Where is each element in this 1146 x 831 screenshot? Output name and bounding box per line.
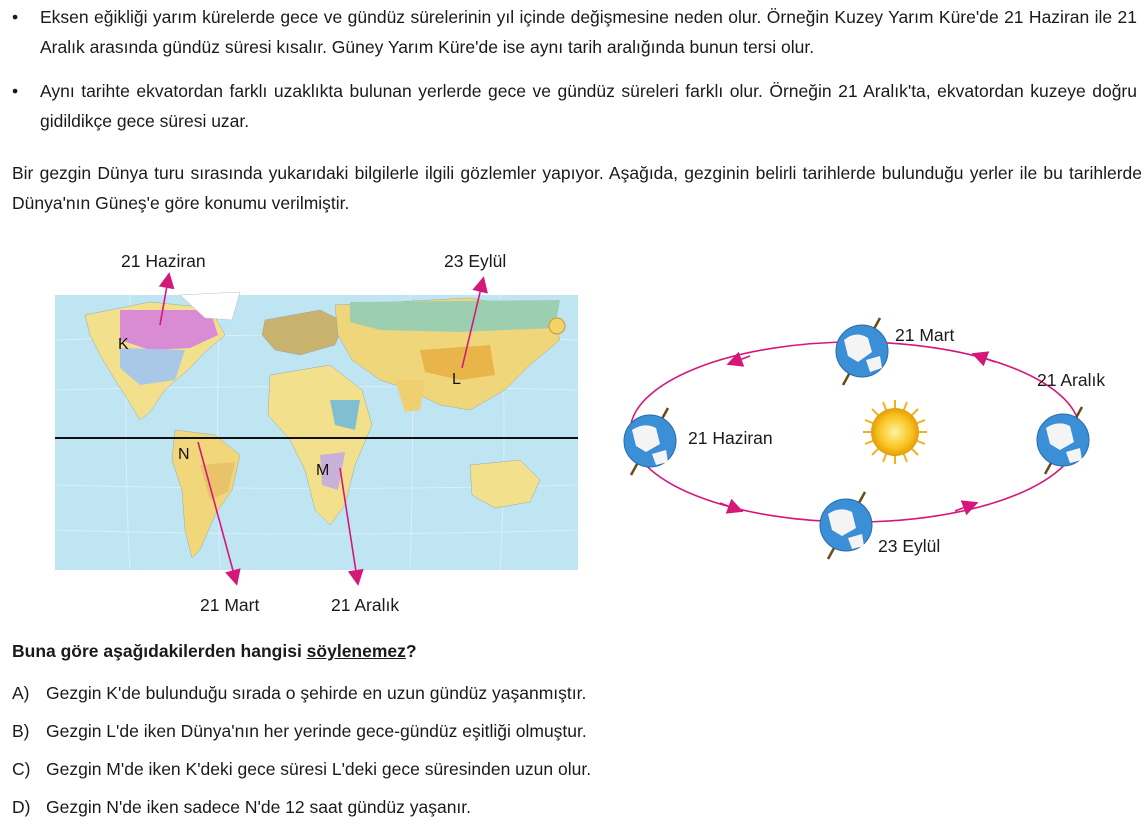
bullet-symbol: • — [12, 81, 19, 101]
russia-region — [350, 300, 560, 332]
bullet-text: Aynı tarihte ekvatordan farklı uzaklıkta bulunan yerlerde gece ve gündüz süreleri farklı olur. Örneğin 21 Aralık'ta, ekvatordan kuzeye doğru gidildikçe gece süresi uzar. — [40, 81, 1137, 131]
info-bullet-1 — [12, 2, 1137, 62]
orbit-arrow-top-left — [734, 356, 750, 362]
question-suffix: ? — [405, 641, 417, 661]
world-map-figure — [0, 240, 600, 625]
earth-21-mart-icon — [836, 318, 888, 385]
info-bullet-2 — [12, 76, 1137, 136]
option-c[interactable] — [12, 759, 591, 780]
option-a[interactable] — [12, 683, 586, 704]
orbit-arrow-bottom-left — [720, 503, 736, 509]
option-letter: B) — [12, 721, 30, 741]
option-b[interactable] — [12, 721, 587, 742]
question-prefix: Buna göre aşağıdakilerden hangisi — [12, 641, 307, 661]
map-label-23-eylul: 23 Eylül — [444, 251, 507, 271]
compass-icon — [549, 318, 565, 334]
orbit-arrow-top-right — [979, 356, 995, 362]
option-letter: C) — [12, 759, 31, 779]
sun-icon — [863, 400, 927, 464]
option-d[interactable] — [12, 797, 471, 818]
point-l-label: L — [452, 371, 461, 388]
question-stem — [12, 641, 417, 662]
map-label-21-haziran: 21 Haziran — [121, 251, 206, 271]
bullet-text: Eksen eğikliği yarım kürelerde gece ve gündüz sürelerinin yıl içinde değişmesine neden olur. Örneğin Kuzey Yarım Küre'de 21 Haziran ile 21 Aralık arasında gündüz süresi kısalır. Güney Yarım Küre'de ise aynı tarih aralığında bunun tersi olur. — [40, 7, 1137, 57]
orbit-label-21-aralik: 21 Aralık — [1037, 370, 1106, 390]
bullet-symbol: • — [12, 7, 19, 27]
intro-paragraph: Bir gezgin Dünya turu sırasında yukarıdaki bilgilerle ilgili gözlemler yapıyor. Aşağıda, gezginin belirli tarihlerde bulunduğu yerler ile bu tarihlerde Dünya'nın Güneş'e göre konumu verilmiştir. — [12, 163, 1142, 213]
earth-21-haziran-icon — [624, 408, 676, 475]
option-text: Gezgin N'de iken sadece N'de 12 saat gündüz yaşanır. — [46, 797, 472, 817]
orbit-figure — [600, 300, 1140, 580]
orbit-label-21-mart: 21 Mart — [895, 325, 955, 345]
earth-21-aralik-icon — [1037, 407, 1089, 474]
point-k-label: K — [118, 336, 129, 353]
orbit-label-21-haziran: 21 Haziran — [688, 428, 773, 448]
point-n-label: N — [178, 446, 190, 463]
orbit-label-23-eylul: 23 Eylül — [878, 536, 941, 556]
map-label-21-mart: 21 Mart — [200, 595, 260, 615]
option-text: Gezgin M'de iken K'deki gece süresi L'deki gece süresinden uzun olur. — [46, 759, 592, 779]
map-label-21-aralik: 21 Aralık — [331, 595, 400, 615]
earth-23-eylul-icon — [820, 492, 872, 559]
question-underlined: söylenemez — [306, 641, 406, 661]
option-text: Gezgin K'de bulunduğu sırada o şehirde en uzun gündüz yaşanmıştır. — [46, 683, 587, 703]
option-letter: D) — [12, 797, 31, 817]
option-text: Gezgin L'de iken Dünya'nın her yerinde gece-gündüz eşitliği olmuştur. — [46, 721, 587, 741]
point-m-label: M — [316, 462, 330, 479]
option-letter: A) — [12, 683, 30, 703]
